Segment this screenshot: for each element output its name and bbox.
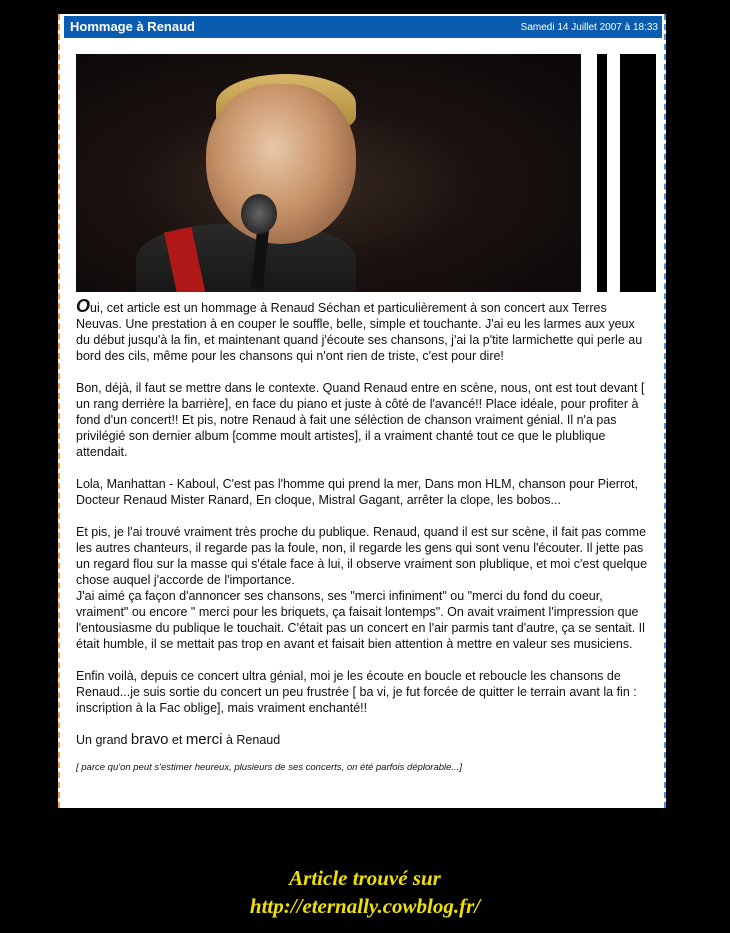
paragraph-context: Bon, déjà, il faut se mettre dans le contexte. Quand Renaud entre en scène, nous, ont est tout devant [ un rang derrière la barrière], en face du piano et juste à côté de l'avancé!! Place idéale, pour profiter à fond d'un concert!! Et pis, notre Renaud à fait une sélèction de chanson vraiment génial. Il n'a pas privilégié son dernier album [comme moult artistes], il a vraiment chanté tout ce que le plublique attendait. bbox=[76, 381, 645, 459]
footer-link[interactable]: http://eternally.cowblog.fr/ bbox=[249, 894, 481, 918]
article-date: Samedi 14 Juillet 2007 à 18:33 bbox=[520, 22, 658, 33]
footer-caption: Article trouvé sur bbox=[289, 866, 441, 890]
black-stripe bbox=[597, 54, 607, 292]
paragraph-audience: Et pis, je l'ai trouvé vraiment très proche du publique. Renaud, quand il est sur scène, il fait pas comme les autres chanteurs, il regarde pas la foule, non, il regarde les gens qui sont venu l'écouter. Il jette pas un regard flou sur la masse qui s'étale face à lui, il observe vraiment son plublique, et moi c'est quelque chose auquel j'accorde de l'importance. J'ai aimé ça façon d'annoncer ses chansons, ses "merci infiniment" ou "merci du fond du coeur, vraiment" ou encore " merci pour les briquets, ça faisait lontemps". On avait vraiment l'impression que l'entousiasme du publique le touchait. C'était pas un concert en l'air parmis tant d'autre, ça se sentait. Il était humble, il se mettait pas trop en avant et faisait bien attention à mettre en valeur ses musiciens. bbox=[76, 525, 648, 651]
paragraph-setlist: Lola, Manhattan - Kaboul, C'est pas l'homme qui prend la mer, Dans mon HLM, chanson pour Pierrot, Docteur Renaud Mister Ranard, En cloque, Mistral Gagant, arrêter la clope, les bobos... bbox=[76, 477, 639, 507]
singer-head bbox=[206, 84, 356, 244]
paragraph-intro: Oui, cet article est un hommage à Renaud Séchan et particulièrement à son concert aux Terres Neuvas. Une prestation à en couper le souffle, belle, simple et touchante. J'ai eu les larmes aux yeux du début jusqu'à la fin, et maintenant quand j'écoute ses chansons, j'ai la p'tite larmichette qui perle au bord des cils, même pour les chansons qui n'ont rien de triste, c'est pour dire! bbox=[76, 296, 643, 363]
drop-cap: O bbox=[76, 296, 91, 316]
paragraph-thanks: Un grand bravo et merci à Renaud bbox=[76, 731, 281, 748]
article-title: Hommage à Renaud bbox=[70, 19, 195, 34]
article-header bbox=[64, 16, 662, 38]
microphone-icon bbox=[241, 194, 277, 234]
footnote: [ parce qu'on peut s'estimer heureux, plusieurs de ses concerts, on été parfois déplorable...] bbox=[76, 762, 462, 773]
article-body bbox=[76, 298, 650, 792]
article-frame bbox=[58, 14, 666, 808]
paragraph-conclusion: Enfin voilà, depuis ce concert ultra génial, moi je les écoute en boucle et reboucle les chansons de Renaud...je suis sortie du concert un peu frustrée [ ba vi, je fut forcée de quitter le terrain avant la fin : inscription à la Fac oblige], mais vraiment enchanté!! bbox=[76, 669, 637, 715]
black-stripe bbox=[620, 54, 656, 292]
concert-photo bbox=[76, 54, 581, 292]
